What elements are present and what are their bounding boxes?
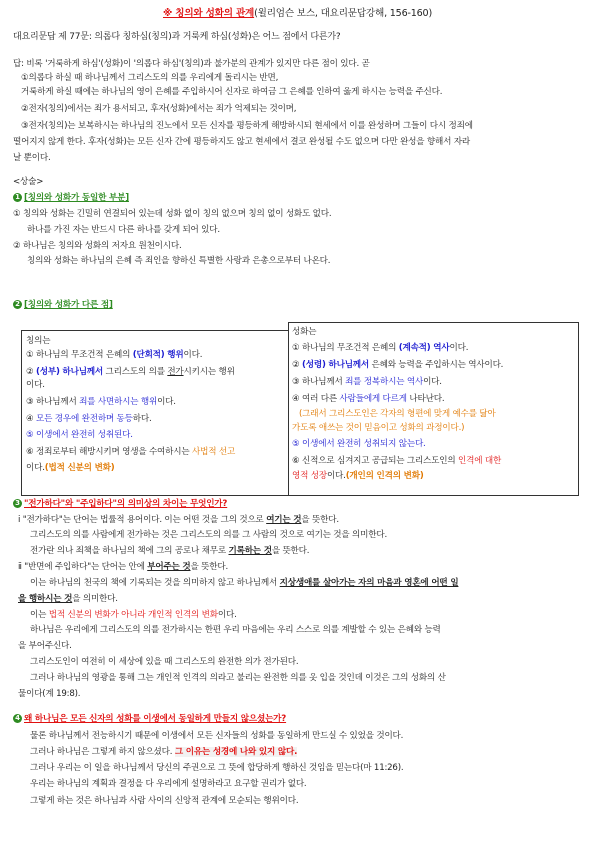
justification-item-4: ④ 모든 경우에 완전하며 동등하다. <box>26 414 152 424</box>
section-1-line-0: ① 칭의와 성화는 긴밀히 연결되어 있는데 성화 없이 칭의 없으며 칭의 없이 성화도 없다. <box>13 209 332 219</box>
section-3-para-6: 물이다(계 19:8). <box>18 689 81 699</box>
title-main: ※ 칭의와 성화의 관계 <box>163 8 255 19</box>
justification-item-2-cont: 이다. <box>26 380 45 390</box>
section-3-ii-line-2: 이는 하나님의 천국의 책에 기록되는 것을 의미하지 않고 하나님께서 지상생애를 살아가는 자의 마음과 영혼에 어떤 일 <box>30 578 459 588</box>
answer-line-5: 떨어지지 않게 한다. 후자(성화)는 모든 신자 간에 평등하지도 않고 현세에서 결코 완성될 수도 없으며 다만 완성을 향해서 자라 <box>13 137 470 147</box>
section-3-para-3: 을 부어주신다. <box>18 641 72 651</box>
section-4-line-5: 그렇게 하는 것은 하나님과 사람 사이의 신앙적 관계에 모순되는 행위이다. <box>30 796 299 806</box>
answer-line-6: 날 뿐이다. <box>13 153 51 163</box>
section-3-para-2: 하나님은 우리에게 그리스도의 의를 전가하시는 한편 우리 마음에는 우리 스스로 의를 계발할 수 있는 은혜와 능력 <box>30 625 441 635</box>
sanctification-item-4: ④ 여러 다른 사람들에게 다르게 나타난다. <box>292 394 445 404</box>
section-3-para-5: 그러나 하나님의 영광을 통해 그는 개인적 인격의 의라고 불리는 완전한 의를 옷 입을 것인데 이것은 그의 성화의 산 <box>30 673 446 683</box>
section-4-title: 왜 하나님은 모든 신자의 성화를 이생에서 동일하게 만들지 않으셨는가? <box>24 714 287 724</box>
section-1-title: [칭의와 성화가 동일한 부분] <box>24 193 129 203</box>
sanctification-item-5: ⑤ 이생에서 완전히 성취되지 않는다. <box>292 439 426 449</box>
section-3-i-line-1: ⅰ "전가하다"는 단어는 법률적 용어이다. 이는 어떤 것을 그의 것으로 여기는 것을 뜻한다. <box>18 515 339 525</box>
section-1-line-2: ② 하나님은 칭의와 성화의 저자요 원천이시다. <box>13 241 182 251</box>
sanctification-item-2: ② (성령) 하나님께서 은혜와 능력을 주입하시는 역사이다. <box>292 360 504 370</box>
sanctification-item-1: ① 하나님의 무조건적 은혜의 (계속적) 역사이다. <box>292 343 469 353</box>
section-1-line-1: 하나를 가진 자는 반드시 다른 하나를 갖게 되어 있다. <box>27 225 220 235</box>
sanctification-item-3: ③ 하나님께서 죄를 정복하시는 역사이다. <box>292 377 442 387</box>
question: 대요리문답 제 77문: 의롭다 칭하심(칭의)과 거룩케 하심(성화)은 어느 점에서 다른가? <box>13 32 341 42</box>
section-3-para-1: 이는 법적 신분의 변화가 아니라 개인적 인격의 변화이다. <box>30 610 237 620</box>
answer-line-2: 거룩하게 하실 때에는 하나님의 영이 은혜를 주입하시어 신자로 하여금 그 은혜를 인하여 옳게 하시는 능력을 주신다. <box>21 87 443 97</box>
sangsul-label: <상술> <box>13 177 44 187</box>
justification-item-2: ② (성부) 하나님께서 그리스도의 의를 전가시키시는 행위 <box>26 367 235 377</box>
section-3-para-4: 그리스도인이 여전히 이 세상에 있을 때 그리스도의 완전한 의가 전가된다. <box>30 657 299 667</box>
section-3-number: 3 <box>13 499 22 508</box>
section-1-number: 1 <box>13 193 22 202</box>
answer-line-0: 답: 비록 '거룩하게 하심'(성화)이 '의롭다 하심'(칭의)과 불가분의 관계가 있지만 다른 점이 있다. 곧 <box>13 59 370 69</box>
section-3-i-line-2: 그리스도의 의를 사람에게 전가하는 것은 그리스도의 의를 그 사람의 것으로 여기는 것을 의미한다. <box>30 530 387 540</box>
justification-item-6: ⑥ 정죄로부터 해방시키며 영생을 수여하시는 사법적 선고 <box>26 447 236 457</box>
justification-item-1: ① 하나님의 무조건적 은혜의 (단회적) 행위이다. <box>26 350 203 360</box>
justification-item-6-cont: 이다.(법적 신분의 변화) <box>26 463 115 473</box>
section-2-heading <box>13 299 113 311</box>
sanctification-item-6-cont: 영적 성장이다.(개인의 인격의 변화) <box>292 471 424 481</box>
section-4-heading <box>13 713 286 725</box>
sanctification-item-4-note-1: (그래서 그리스도인은 각자의 형편에 맞게 예수를 닮아 <box>299 409 496 419</box>
answer-line-1: ①의롭다 하실 때 하나님께서 그리스도의 의를 우리에게 돌리시는 반면, <box>21 73 279 83</box>
title-sub: (윌리엄슨 보스, 대요리문답강해, 156-160) <box>254 8 432 19</box>
section-1-line-3: 칭의와 성화는 하나님의 은혜 즉 죄인을 향하신 특별한 사랑과 은총으로부터 나온다. <box>27 256 331 266</box>
page-title <box>163 8 432 20</box>
sanctification-header: 성화는 <box>292 327 317 337</box>
section-3-heading <box>13 498 227 510</box>
answer-line-3: ②전자(칭의)에서는 죄가 용서되고, 후자(성화)에서는 죄가 억제되는 것이며, <box>21 104 297 114</box>
sanctification-item-4-note-2: 가도록 애쓰는 것이 믿음이고 성화의 과정이다.) <box>292 423 465 433</box>
section-1-heading <box>13 192 129 204</box>
section-3-ii-line-3: 을 행하시는 것을 의미한다. <box>18 594 118 604</box>
section-2-number: 2 <box>13 300 22 309</box>
section-4-line-2: 그러나 하나님은 그렇게 하지 않으셨다. 그 이유는 성경에 나와 있지 않다. <box>30 747 298 757</box>
section-3-ii-line-1: ⅱ "반면에 주입하다"는 단어는 안에 부어주는 것을 뜻한다. <box>18 562 229 572</box>
sanctification-item-6: ⑥ 신적으로 심겨지고 공급되는 그리스도인의 인격에 대한 <box>292 456 502 466</box>
section-4-number: 4 <box>13 714 22 723</box>
section-4-line-4: 우리는 하나님의 계획과 결정을 다 우리에게 설명하라고 요구할 권리가 없다. <box>30 779 307 789</box>
section-4-line-3: 그러나 우리는 이 일을 하나님께서 당신의 주권으로 그 뜻에 합당하게 행하신 것임을 믿는다(마 11:26). <box>30 763 404 773</box>
section-2-title: [칭의와 성화가 다른 점] <box>24 300 113 310</box>
justification-item-3: ③ 하나님께서 죄를 사면하시는 행위이다. <box>26 397 176 407</box>
section-4-line-1: 물론 하나님께서 전능하시기 때문에 이생에서 모든 신자들의 성화를 동일하게 만드실 수 있었을 것이다. <box>30 731 404 741</box>
section-3-i-line-3: 전가란 의나 죄책을 하나님의 책에 그의 공로나 채무로 기록하는 것을 뜻한다. <box>30 546 310 556</box>
answer-line-4: ③전자(칭의)는 보복하시는 하나님의 진노에서 모든 신자를 평등하게 해방하시되 현세에서 이를 완성하며 그들이 다시 정죄에 <box>21 121 473 131</box>
section-3-title: "전가하다"와 "주입하다"의 의미상의 차이는 무엇인가? <box>24 499 228 509</box>
justification-item-5: ⑤ 이생에서 완전히 성취된다. <box>26 430 133 440</box>
justification-header: 칭의는 <box>26 336 51 346</box>
